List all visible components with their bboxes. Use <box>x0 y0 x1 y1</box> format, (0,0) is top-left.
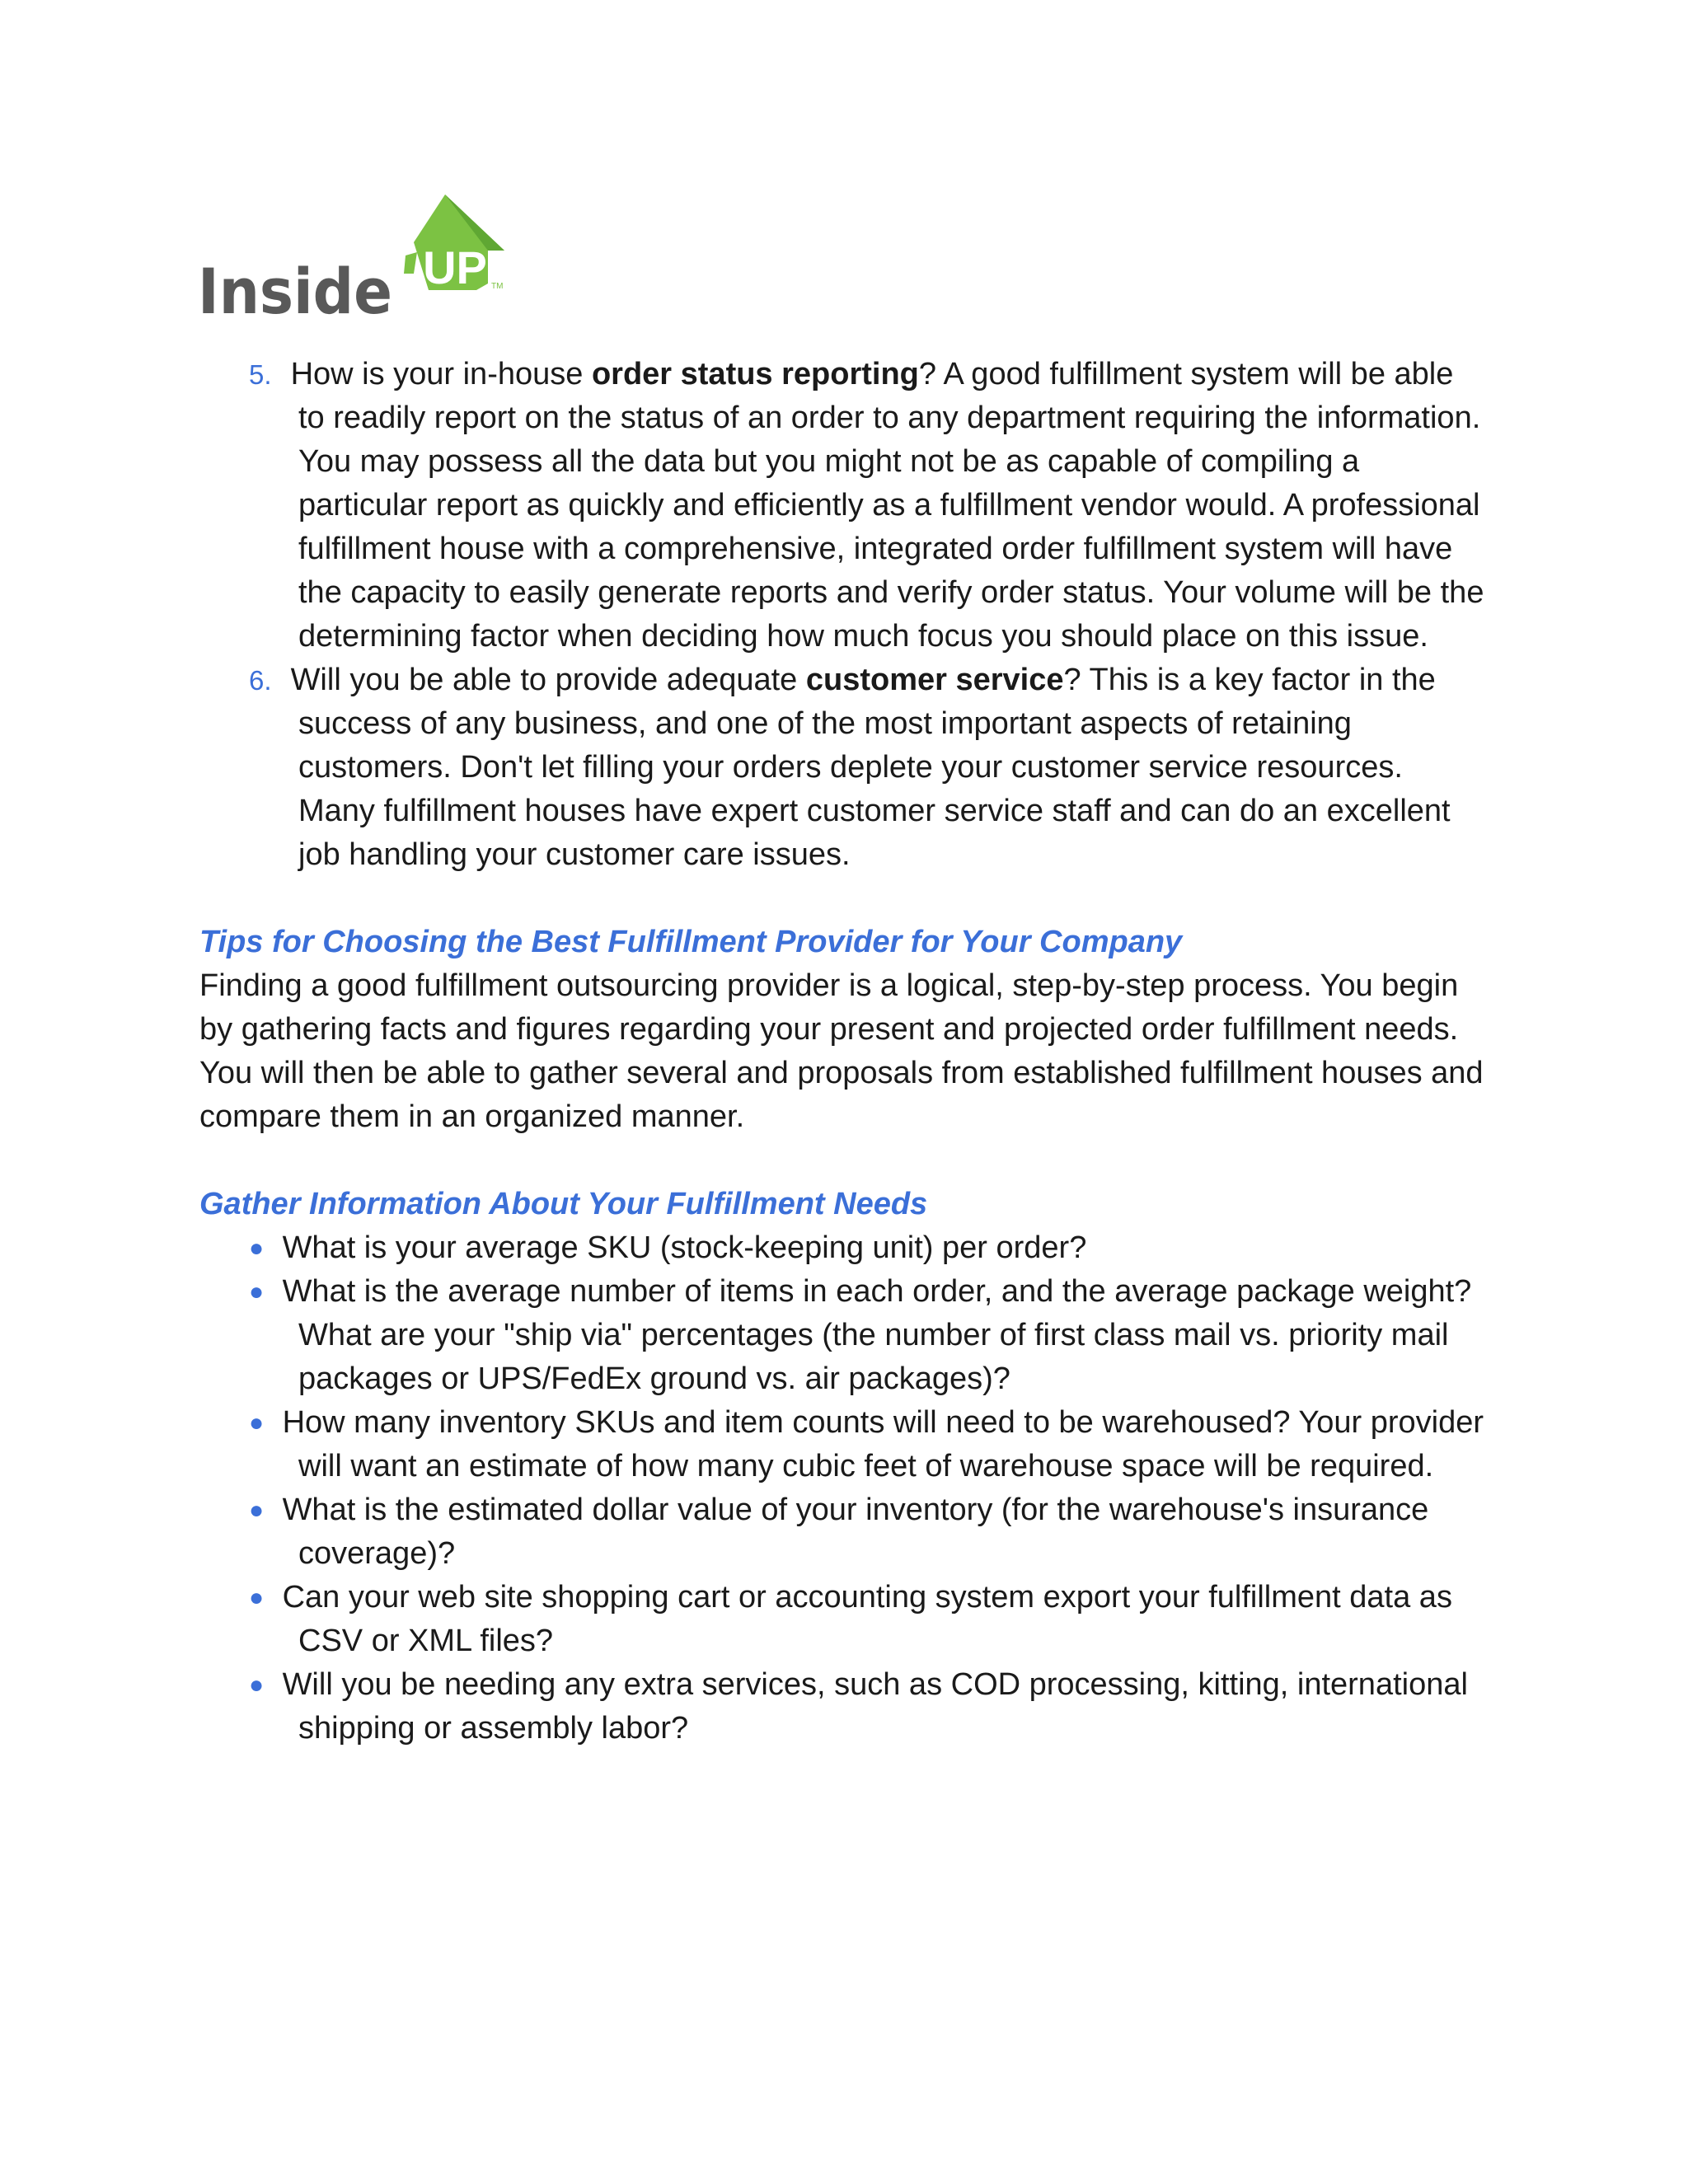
list-number: 6. <box>249 665 272 696</box>
bullet-icon: ● <box>249 1497 265 1524</box>
section-heading-tips: Tips for Choosing the Best Fulfillment Provider for Your Company <box>199 925 1183 959</box>
list-item <box>199 1663 1485 1750</box>
bullet-list <box>199 1226 1485 1750</box>
logo-tm-text: TM <box>491 282 504 291</box>
numbered-item-5 <box>199 353 1485 658</box>
bullet-icon: ● <box>249 1671 265 1699</box>
item-text-before: Will you be able to provide adequate <box>290 663 806 697</box>
item-text-before: How is your in-house <box>290 357 592 391</box>
bullet-icon: ● <box>249 1409 265 1436</box>
bullet-icon: ● <box>249 1278 265 1305</box>
document-body <box>199 353 1485 1750</box>
section-paragraph-tips: Finding a good fulfillment outsourcing provider is a logical, step-by-step process. You begin by gathering facts and figures regarding your present and projected order fulfillment needs. You will then be able to gather several and proposals from established fulfillment houses and compare them in an organized manner. <box>199 968 1484 1134</box>
bullet-text: What is the estimated dollar value of your inventory (for the warehouse's insurance coverage)? <box>282 1493 1429 1571</box>
section-heading-gather: Gather Information About Your Fulfillment Needs <box>199 1187 928 1221</box>
bullet-icon: ● <box>249 1584 265 1611</box>
insideup-logo-graphic <box>198 191 511 323</box>
logo-wordmark-text: Inside <box>198 255 392 323</box>
list-item <box>199 1226 1485 1270</box>
numbered-item-6 <box>199 658 1485 877</box>
item-bold-term: order status reporting <box>591 357 919 391</box>
bullet-text: What is the average number of items in each order, and the average package weight? What are your "ship via" percentages (the number of first class mail vs. priority mail packages or UPS/FedEx ground vs. air packages)? <box>282 1274 1472 1396</box>
bullet-text: Can your web site shopping cart or accounting system export your fulfillment data as CSV or XML files? <box>282 1580 1452 1658</box>
list-item <box>199 1576 1485 1663</box>
list-item <box>199 1488 1485 1576</box>
bullet-text: Will you be needing any extra services, such as COD processing, kitting, international shipping or assembly labor? <box>282 1667 1468 1746</box>
numbered-list <box>199 353 1485 877</box>
list-number: 5. <box>249 359 272 390</box>
bullet-text: What is your average SKU (stock-keeping unit) per order? <box>282 1230 1087 1265</box>
item-text-after: ? A good fulfillment system will be able to readily report on the status of an order to any department requiring the information. You may possess all the data but you might not be as capable of compiling a particular report as quickly and efficiently as a fulfillment vendor would. A professional fulfillment house with a comprehensive, integrated order fulfillment system will have the capacity to easily generate reports and verify order status. Your volume will be the determining factor when deciding how much focus you should place on this issue. <box>298 357 1484 654</box>
logo-mark-text: UP <box>423 241 487 293</box>
bullet-text: How many inventory SKUs and item counts will need to be warehoused? Your provider will want an estimate of how many cubic feet of warehouse space will be required. <box>282 1405 1484 1483</box>
item-bold-term: customer service <box>805 663 1064 697</box>
list-item <box>199 1270 1485 1401</box>
bullet-icon: ● <box>249 1235 265 1262</box>
item-text-after: ? This is a key factor in the success of any business, and one of the most important aspects of retaining customers. Don't let filling your orders deplete your customer service resources. Many fulfillment houses have expert customer service staff and can do an excellent job handling your customer care issues. <box>298 663 1451 872</box>
insideup-logo <box>198 191 511 323</box>
list-item <box>199 1401 1485 1488</box>
